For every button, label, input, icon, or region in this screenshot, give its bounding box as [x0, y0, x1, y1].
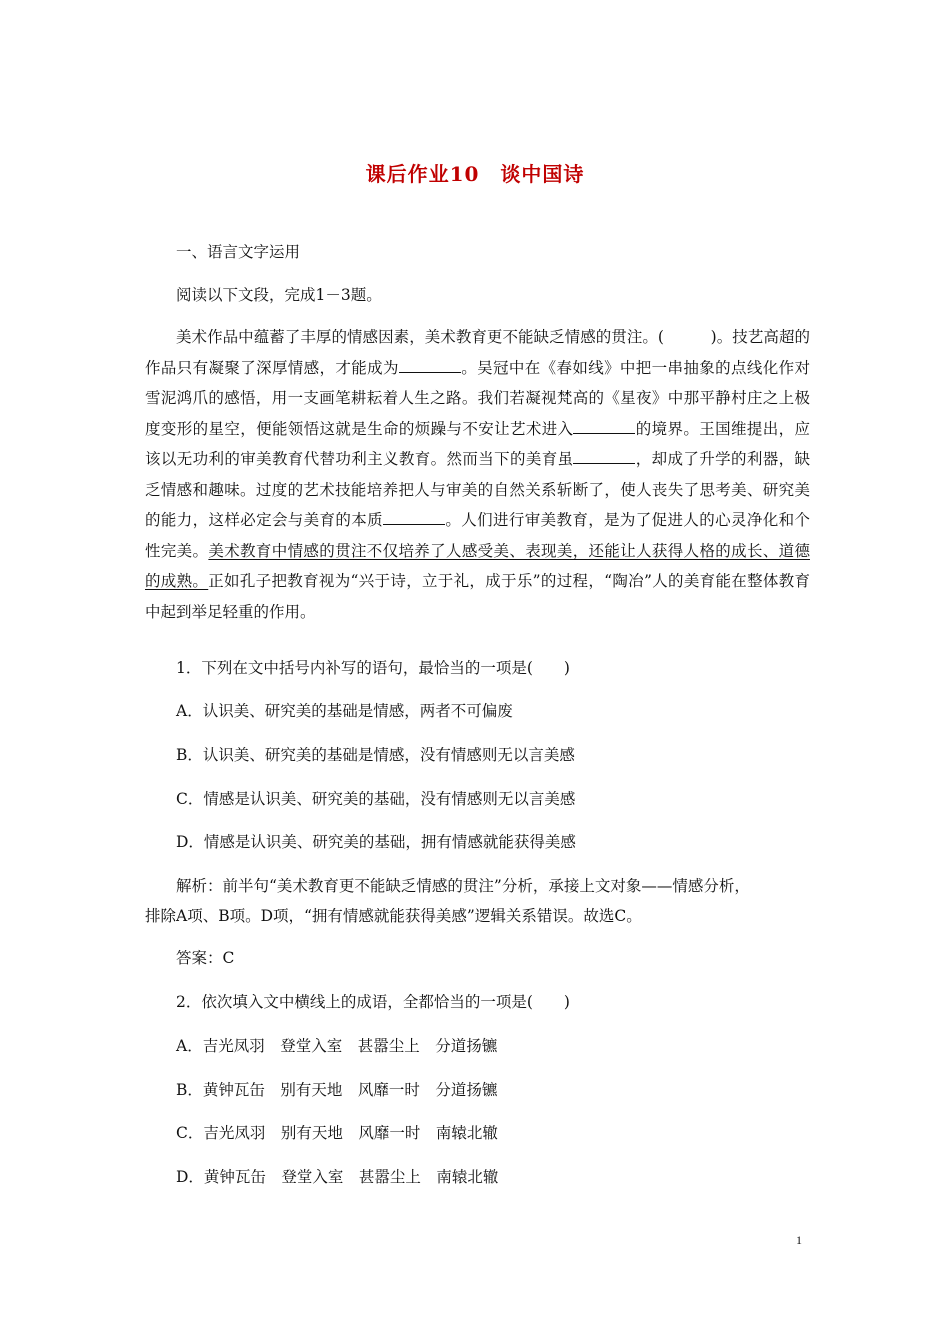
question-2-option-b: B．黄钟瓦缶 别有天地 风靡一时 分道扬镳 [176, 1081, 498, 1099]
question-2-option-c: C．吉光凤羽 别有天地 风靡一时 南辕北辙 [176, 1124, 498, 1142]
question-1-option-c: C．情感是认识美、研究美的基础，没有情感则无以言美感 [176, 790, 576, 808]
underlined-sentence: 美术教育中情感的贯注不仅培养了人感受美、表现美，还能让人获得人格的成长、道德的成熟。 [145, 541, 810, 590]
passage-sentence-3: 的境界。王国维提出，应该以无功利的审美教育代替功利主义教育。然而当下的美育虽 [145, 419, 810, 468]
question-1-option-a: A．认识美、研究美的基础是情感，两者不可偏废 [176, 702, 513, 720]
passage-sentence-5: 。人们进行审美教育，是为了促进人的心灵净化和个性完美。 [145, 511, 810, 560]
question-1-analysis-line-1: 解析：前半句“美术教育更不能缺乏情感的贯注”分析，承接上文对象——情感分析， [176, 877, 750, 895]
question-1-answer: 答案：C [176, 949, 235, 967]
fill-blank-3 [573, 449, 635, 464]
question-1-option-b: B．认识美、研究美的基础是情感，没有情感则无以言美感 [176, 746, 575, 764]
question-1-analysis-line-2: 排除A项、B项。D项，“拥有情感就能获得美感”逻辑关系错误。故选C。 [145, 907, 642, 925]
section-heading: 一、语言文字运用 [176, 243, 301, 261]
reading-passage [145, 322, 810, 627]
page-title: 课后作业10 谈中国诗 [365, 162, 585, 186]
passage-sentence-1: 美术作品中蕴蓄了丰厚的情感因素，美术教育更不能缺乏情感的贯注。( )。技艺高超的作品只有凝聚了深厚情感，才能成为 [145, 328, 810, 377]
question-2-option-d: D．黄钟瓦缶 登堂入室 甚嚣尘上 南辕北辙 [176, 1168, 499, 1186]
question-2-stem: 2．依次填入文中横线上的成语，全都恰当的一项是( ) [176, 993, 570, 1011]
passage-sentence-6: 正如孔子把教育视为“兴于诗，立于礼，成于乐”的过程，“陶冶”人的美育能在整体教育中起到举足轻重的作用。 [145, 572, 810, 621]
reading-instruction: 阅读以下文段，完成1－3题。 [176, 286, 382, 304]
page-number: 1 [796, 1233, 802, 1247]
question-1-stem: 1．下列在文中括号内补写的语句，最恰当的一项是( ) [176, 659, 570, 677]
passage-sentence-2: 。吴冠中在《春如线》中把一串抽象的点线化作对雪泥鸿爪的感悟，用一支画笔耕耘着人生之路。我们若凝视梵高的《星夜》中那平静村庄之上极度变形的星空，便能领悟这就是生命的烦躁与不安让艺术进入 [145, 358, 810, 438]
passage-sentence-4: ，却成了升学的利器，缺乏情感和趣味。过度的艺术技能培养把人与审美的自然关系斩断了，使人丧失了思考美、研究美的能力，这样必定会与美育的本质 [145, 450, 810, 529]
fill-blank-4 [383, 510, 445, 525]
question-2-option-a: A．吉光凤羽 登堂入室 甚嚣尘上 分道扬镳 [176, 1037, 498, 1055]
fill-blank-2 [573, 419, 635, 434]
fill-blank-1 [399, 358, 461, 373]
question-1-option-d: D．情感是认识美、研究美的基础，拥有情感就能获得美感 [176, 833, 576, 851]
